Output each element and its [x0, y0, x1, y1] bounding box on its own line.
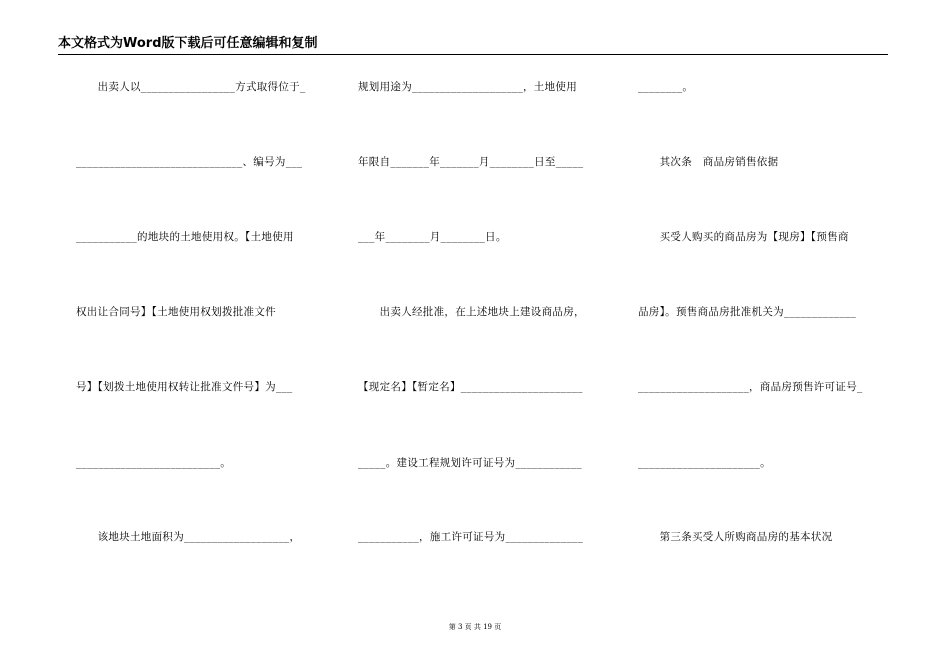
text-line: 其次条 商品房销售依据 — [638, 156, 779, 168]
text-line: 第三条买受人所购商品房的基本状况 — [638, 531, 833, 543]
text-line: ___________的地块的土地使用权。【土地使用 — [76, 231, 294, 243]
text-line: 权出让合同号】【土地使用权划拨批准文件 — [76, 306, 276, 318]
text-line: 买受人购买的商品房为【现房】【预售商 — [638, 231, 849, 243]
text-line: ___________，施工许可证号为______________ — [358, 531, 584, 543]
page-number: 第 3 页 共 19 页 — [448, 623, 502, 631]
text-line: 年限自_______年_______月________日至_____ — [358, 156, 584, 168]
text-line: ___年________月________日。 — [358, 231, 507, 243]
text-line: 出卖人以_________________方式取得位于_ — [76, 81, 306, 93]
text-line: 出卖人经批准，在上述地块上建设商品房， — [358, 306, 585, 318]
text-line: ______________________________、编号为___ — [76, 156, 303, 168]
text-line: __________________________。 — [76, 457, 232, 469]
text-line: 【现定名】【暂定名】______________________ — [358, 381, 583, 393]
text-line: 规划用途为____________________，土地使用 — [358, 81, 577, 93]
text-line: _____。建设工程规划许可证号为____________ — [358, 457, 582, 469]
text-line: ____________________，商品房预售许可证号_ — [638, 381, 863, 393]
text-line: ________。 — [638, 81, 694, 93]
header-title: 本文格式为Word版下载后可任意编辑和复制 — [58, 36, 318, 51]
text-line: ______________________。 — [638, 457, 771, 469]
text-line: 该地块土地面积为___________________， — [76, 531, 301, 543]
text-line: 号】【划拨土地使用权转让批准文件号】为___ — [76, 381, 293, 393]
text-line: 品房】。预售商品房批准机关为_____________ — [638, 306, 857, 318]
page-header — [58, 36, 888, 55]
